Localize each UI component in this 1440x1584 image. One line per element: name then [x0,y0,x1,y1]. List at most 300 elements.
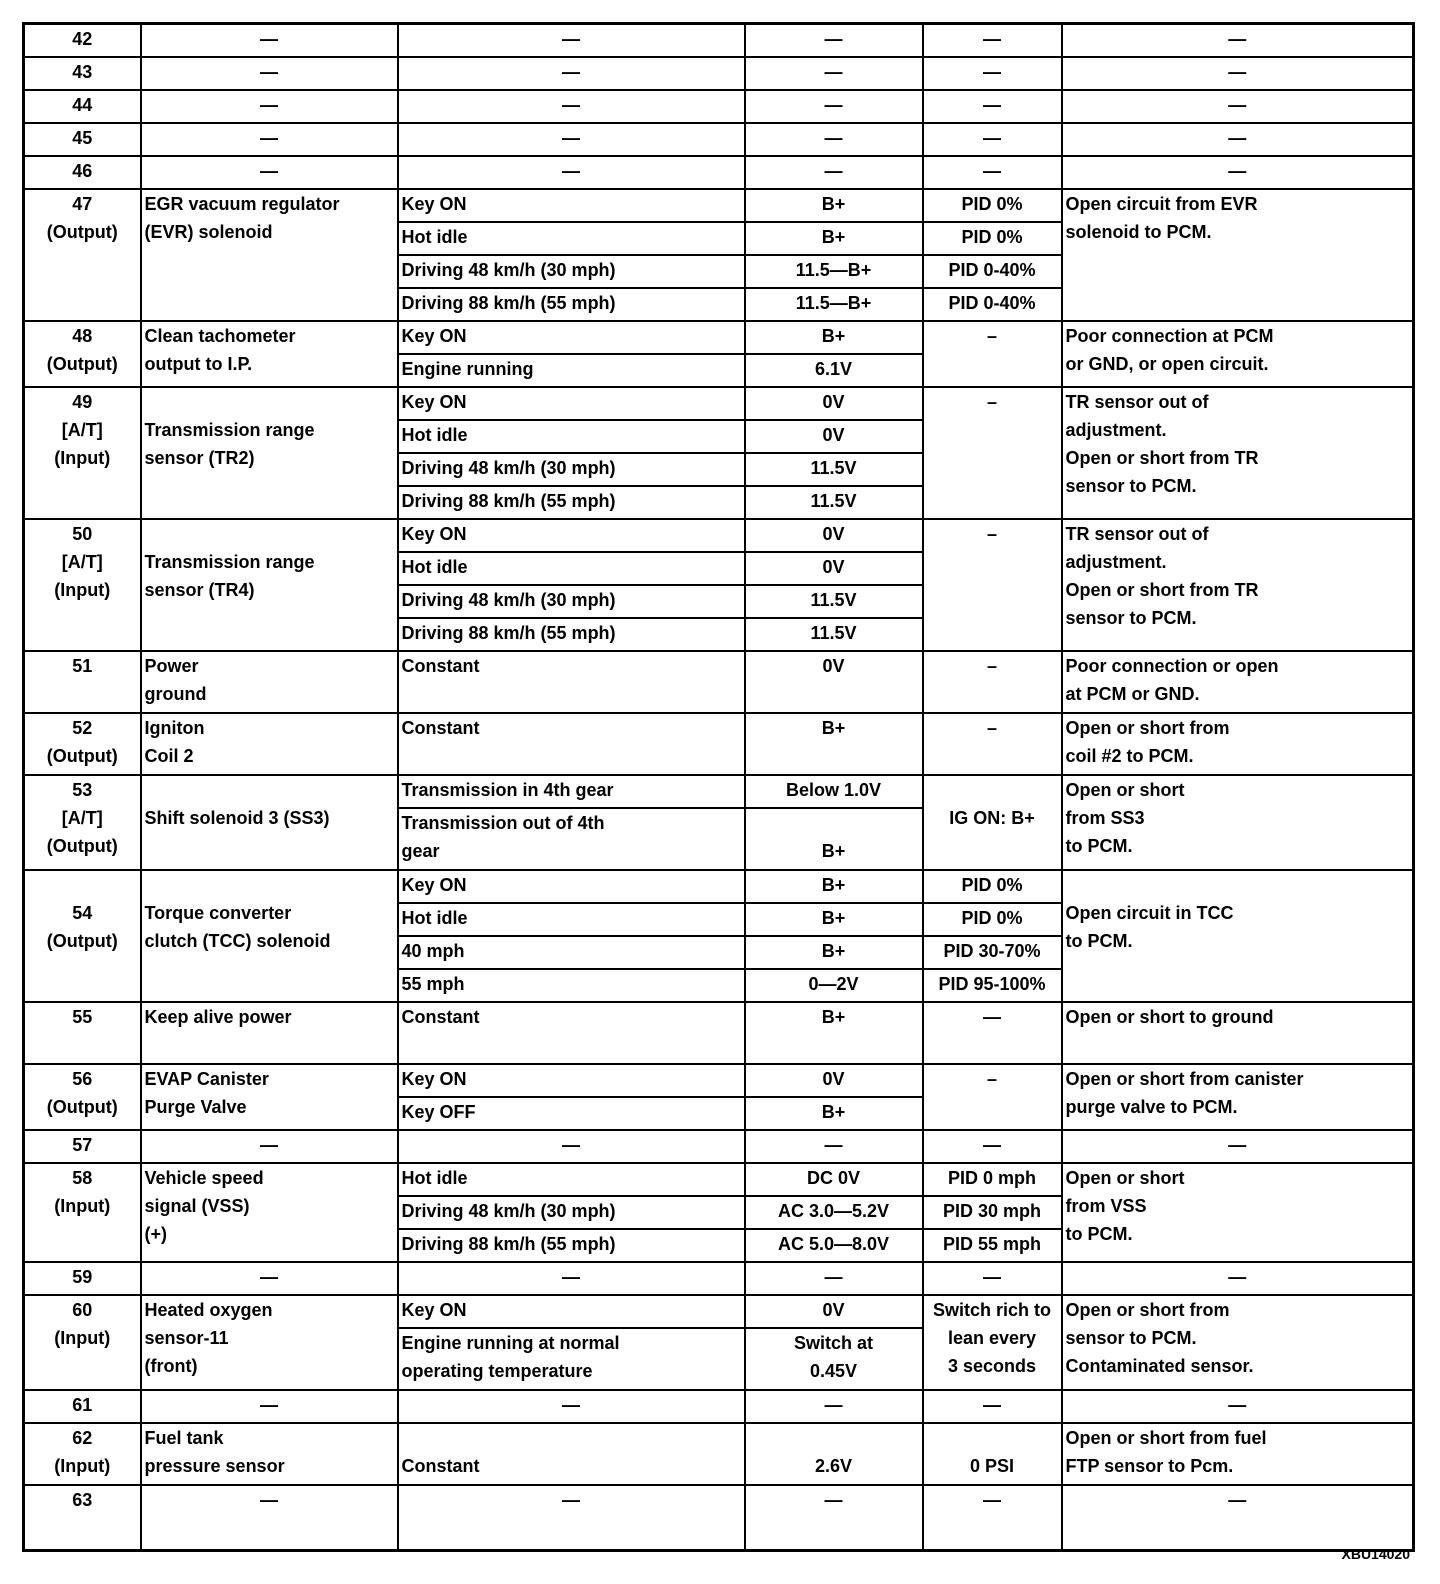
pid-value-line: PID 0 mph [947,1167,1036,1188]
voltage-value-line: 0V [822,556,845,577]
empty-dash: — [398,1390,745,1423]
pin-number-line: 42 [72,29,93,49]
possible-cause-line: TR sensor out of [1065,523,1209,544]
voltage-value-line: Below 1.0V [785,779,882,800]
circuit-description-line: output to I.P. [144,353,253,374]
empty-dash: — [141,90,398,123]
voltage-value-line: B+ [821,717,846,738]
voltage-value-line: 0V [822,523,845,544]
voltage-value-line: 0V [822,1299,845,1320]
pin-number [24,651,141,713]
test-condition [398,1328,745,1390]
pin-number-line: 62 [72,1427,93,1448]
circuit-description-line: Transmission range [144,419,315,440]
voltage-value-line: AC 5.0—8.0V [777,1233,890,1254]
test-condition-line: Driving 88 km/h (55 mph) [401,1233,616,1254]
test-condition [398,870,745,903]
possible-cause-line: adjustment. [1065,551,1167,572]
test-condition-line: Driving 88 km/h (55 mph) [401,490,616,511]
voltage-value [745,969,923,1002]
empty-dash: — [745,123,923,156]
table-row [24,387,1414,420]
possible-cause-line: Open or short to ground [1065,1006,1274,1027]
pin-number [24,775,141,870]
possible-cause-line: from VSS [1065,1195,1147,1216]
voltage-value-line: 0V [822,424,845,445]
pin-number-line: (Output) [46,221,118,242]
pid-value-line: PID 55 mph [942,1233,1042,1254]
possible-cause-line: FTP sensor to Pcm. [1065,1455,1234,1476]
test-condition [398,618,745,651]
voltage-value-line: B+ [821,1006,846,1027]
circuit-description-line: sensor (TR2) [144,447,255,468]
pid-value [923,1295,1062,1390]
voltage-value [745,1328,923,1390]
pid-value-line: – [986,1068,997,1089]
table-row [24,156,1414,189]
empty-dash: — [398,57,745,90]
circuit-description-line: Power [144,655,199,676]
pid-value [923,1064,1062,1130]
pid-value-line: – [986,717,997,738]
test-condition-line: gear [401,840,440,861]
empty-dash: — [1062,156,1414,189]
voltage-value [745,1229,923,1262]
test-condition-line: Key ON [401,1068,467,1089]
pid-value [923,1196,1062,1229]
pin-number-line: 47 [72,193,93,214]
test-condition [398,651,745,713]
circuit-description [141,519,398,651]
pid-value-line: PID 30 mph [942,1200,1042,1221]
possible-cause [1062,775,1414,870]
possible-cause-line: sensor to PCM. [1065,1327,1197,1348]
test-condition-line: Hot idle [401,1167,468,1188]
possible-cause-line: Contaminated sensor. [1065,1355,1254,1376]
possible-cause [1062,1064,1414,1130]
pin-number-line: (Output) [46,930,118,951]
circuit-description-line: (+) [144,1223,167,1244]
empty-dash: — [745,1485,923,1551]
pin-number [24,156,141,189]
table-row [24,1485,1414,1551]
voltage-value [745,453,923,486]
empty-dash: — [398,1262,745,1295]
possible-cause [1062,713,1414,775]
voltage-value-line: 0V [822,391,845,412]
pin-number-line: (Output) [46,1096,118,1117]
circuit-description-line [145,388,394,416]
circuit-description-line: sensor (TR4) [144,579,255,600]
pin-number [24,1262,141,1295]
pid-value [923,321,1062,387]
circuit-description-line: Transmission range [144,551,315,572]
table-row [24,90,1414,123]
test-condition [398,969,745,1002]
empty-dash: — [141,1485,398,1551]
pid-value-line: – [986,391,997,412]
possible-cause-line: or GND, or open circuit. [1065,353,1269,374]
test-condition-line: Driving 48 km/h (30 mph) [401,457,616,478]
empty-dash: — [398,24,745,57]
test-condition-line: Hot idle [401,424,468,445]
circuit-description [141,775,398,870]
empty-dash: — [398,1130,745,1163]
test-condition [398,713,745,775]
test-condition-line: Key ON [401,874,467,895]
voltage-value-line: B+ [821,940,846,961]
circuit-description [141,870,398,1002]
test-condition-line: Constant [401,717,480,738]
circuit-description-line [145,871,394,899]
possible-cause-line: adjustment. [1065,419,1167,440]
pin-number-line: 55 [72,1006,93,1027]
pid-value-line: PID 0-40% [948,259,1036,280]
voltage-value [745,1097,923,1130]
possible-cause [1062,1163,1414,1262]
pid-value [923,651,1062,713]
possible-cause-line: Poor connection or open [1065,655,1279,676]
empty-dash: — [398,156,745,189]
empty-dash: — [1062,1262,1414,1295]
empty-dash: — [141,156,398,189]
pin-number-line: 56 [72,1068,93,1089]
voltage-value [745,1196,923,1229]
table-row [24,651,1414,713]
table-row [24,24,1414,57]
pid-value-line: Switch rich to [932,1299,1051,1320]
pin-number-line: 60 [72,1299,93,1320]
pin-number [24,1002,141,1064]
circuit-description-line: Clean tachometer [144,325,296,346]
voltage-value [745,1423,923,1485]
empty-dash: — [745,1262,923,1295]
possible-cause-line: Open circuit in TCC [1065,902,1234,923]
empty-dash: — [141,123,398,156]
circuit-description [141,387,398,519]
empty-dash: — [398,1485,745,1551]
voltage-value-line: 11.5V [810,622,857,643]
empty-dash: — [141,57,398,90]
test-condition-line: Driving 48 km/h (30 mph) [401,589,616,610]
test-condition [398,1002,745,1064]
pin-number [24,24,141,57]
test-condition-line: Key ON [401,1299,467,1320]
pin-number [24,1130,141,1163]
pcm-pinout-table [22,22,1415,1552]
possible-cause-line: Open or short from TR [1065,447,1259,468]
possible-cause-line: purge valve to PCM. [1065,1096,1238,1117]
test-condition [398,1064,745,1097]
pin-number [24,90,141,123]
circuit-description [141,1163,398,1262]
pin-number [24,387,141,519]
pid-value [923,1229,1062,1262]
voltage-value [745,903,923,936]
circuit-description-line: sensor-11 [144,1327,229,1348]
empty-dash: — [1062,1130,1414,1163]
voltage-value-line: B+ [821,226,846,247]
pin-number-line: 45 [72,127,93,148]
pid-value-line: PID 0% [961,226,1023,247]
test-condition-line: Hot idle [401,226,468,247]
empty-dash: — [923,1485,1062,1551]
table-row [24,1163,1414,1196]
pin-number [24,57,141,90]
test-condition-line: Transmission out of 4th [401,812,605,833]
pin-number-line: 52 [72,717,93,738]
possible-cause [1062,1295,1414,1390]
pid-value-line: — [983,1006,1001,1027]
table-row [24,1423,1414,1485]
possible-cause-line: to PCM. [1065,1223,1133,1244]
table-row [24,57,1414,90]
voltage-value-line: 6.1V [814,358,853,379]
pid-value [923,189,1062,222]
circuit-description-line: pressure sensor [144,1455,285,1476]
pid-value [923,222,1062,255]
pid-value-line: PID 0% [961,907,1023,928]
circuit-description-line [145,520,394,548]
empty-dash: — [1062,123,1414,156]
empty-dash: — [398,123,745,156]
test-condition-line: Driving 48 km/h (30 mph) [401,259,616,280]
possible-cause [1062,651,1414,713]
pin-number [24,1163,141,1262]
pin-number-line: 44 [72,94,93,115]
test-condition-line: Hot idle [401,907,468,928]
possible-cause-line: to PCM. [1065,835,1133,856]
test-condition-line: Key OFF [401,1101,476,1122]
voltage-value [745,936,923,969]
test-condition-line: Transmission in 4th gear [401,779,614,800]
pin-number-line: 61 [72,1394,93,1415]
pid-value-line: 3 seconds [947,1355,1037,1376]
pin-number [24,123,141,156]
voltage-value-line: 0V [822,1068,845,1089]
test-condition-line: Key ON [401,325,467,346]
empty-dash: — [745,156,923,189]
possible-cause-line: Open or short from [1065,1299,1230,1320]
empty-dash: — [1062,90,1414,123]
empty-dash: — [745,1130,923,1163]
pin-number [24,713,141,775]
empty-dash: — [923,1262,1062,1295]
voltage-value [745,387,923,420]
circuit-description-line: Heated oxygen [144,1299,273,1320]
pid-value [923,775,1062,870]
test-condition [398,903,745,936]
test-condition-line: Constant [401,1006,480,1027]
possible-cause-line: solenoid to PCM. [1065,221,1212,242]
table-row [24,1295,1414,1328]
pin-number [24,519,141,651]
test-condition [398,354,745,387]
circuit-description-line: signal (VSS) [144,1195,250,1216]
voltage-value [745,585,923,618]
possible-cause [1062,1423,1414,1485]
circuit-description [141,713,398,775]
circuit-description-line: Torque converter [144,902,292,923]
pin-number-line: 50 [72,523,93,544]
test-condition-line: Driving 88 km/h (55 mph) [401,622,616,643]
voltage-value-line: B+ [821,193,846,214]
empty-dash: — [1062,1485,1414,1551]
circuit-description [141,321,398,387]
empty-dash: — [923,24,1062,57]
empty-dash: — [1062,24,1414,57]
possible-cause [1062,519,1414,651]
circuit-description-line: clutch (TCC) solenoid [144,930,331,951]
empty-dash: — [141,24,398,57]
test-condition-line: Driving 88 km/h (55 mph) [401,292,616,313]
possible-cause-line: to PCM. [1065,930,1133,951]
voltage-value-line: 0V [822,655,845,676]
pid-value-line: PID 0% [961,193,1023,214]
voltage-value [745,255,923,288]
pin-number-line: 43 [72,61,93,82]
test-condition-line: 40 mph [401,940,465,961]
pin-number [24,870,141,1002]
pid-value-line: PID 0% [961,874,1023,895]
voltage-value [745,222,923,255]
test-condition [398,552,745,585]
pin-number-line: (Output) [46,835,118,856]
pid-value [923,713,1062,775]
pin-number-line: 54 [72,902,93,923]
empty-dash: — [141,1390,398,1423]
voltage-value-line: 11.5—B+ [795,259,872,280]
test-condition-line: Constant [401,655,480,676]
table-row [24,870,1414,903]
pin-number-line: [A/T] [61,551,103,572]
circuit-description-line: EGR vacuum regulator [144,193,340,214]
voltage-value-line: B+ [821,874,846,895]
possible-cause-line: coil #2 to PCM. [1065,745,1194,766]
test-condition-line: Key ON [401,193,467,214]
test-condition [398,387,745,420]
voltage-value [745,354,923,387]
voltage-value-line: 0—2V [808,973,859,994]
table-row [24,1002,1414,1064]
empty-dash: — [141,1130,398,1163]
pin-number-line: 48 [72,325,93,346]
pin-number-line: (Input) [54,1195,111,1216]
voltage-value-line: 11.5V [810,589,857,610]
voltage-value-line: 11.5—B+ [795,292,872,313]
pid-value [923,969,1062,1002]
test-condition-line: Engine running at normal [401,1332,620,1353]
pid-value-line: – [986,523,997,544]
test-condition [398,1229,745,1262]
possible-cause-line: sensor to PCM. [1065,607,1197,628]
possible-cause-line: TR sensor out of [1065,391,1209,412]
pin-number-line: 46 [72,160,93,181]
voltage-value-line: 11.5V [810,457,857,478]
pid-value [923,1163,1062,1196]
test-condition [398,808,745,870]
voltage-value [745,519,923,552]
possible-cause-line: sensor to PCM. [1065,475,1197,496]
voltage-value-line: AC 3.0—5.2V [777,1200,890,1221]
voltage-value-line: 11.5V [810,490,857,511]
possible-cause-line: Open or short [1065,1167,1185,1188]
pid-value-line: PID 95-100% [938,973,1046,994]
pid-value-line: PID 0-40% [948,292,1036,313]
test-condition-line [402,1424,741,1452]
test-condition [398,222,745,255]
pid-value [923,870,1062,903]
pid-value-line: – [986,655,997,676]
pid-value-line [927,1424,1058,1452]
voltage-value-line: B+ [821,840,846,861]
pid-value-line [927,776,1058,804]
empty-dash: — [1062,57,1414,90]
empty-dash: — [1062,1390,1414,1423]
circuit-description-line: EVAP Canister [144,1068,269,1089]
pin-number-line: 58 [72,1167,93,1188]
circuit-description [141,189,398,321]
circuit-description [141,651,398,713]
test-condition [398,519,745,552]
empty-dash: — [398,90,745,123]
empty-dash: — [745,57,923,90]
circuit-description-line: (EVR) solenoid [144,221,273,242]
circuit-description-line: Shift solenoid 3 (SS3) [144,807,330,828]
voltage-value [745,552,923,585]
pin-number-line: (Input) [54,447,111,468]
pin-number-line: (Input) [54,579,111,600]
pid-value-line: IG ON: B+ [949,807,1035,828]
circuit-description [141,1064,398,1130]
voltage-value [745,808,923,870]
pid-value [923,255,1062,288]
possible-cause [1062,321,1414,387]
voltage-value-line: B+ [821,1101,846,1122]
test-condition [398,255,745,288]
test-condition [398,1196,745,1229]
test-condition [398,936,745,969]
empty-dash: — [923,57,1062,90]
test-condition [398,453,745,486]
voltage-value [745,775,923,808]
possible-cause-line: Poor connection at PCM [1065,325,1274,346]
circuit-description [141,1423,398,1485]
empty-dash: — [745,1390,923,1423]
possible-cause-line: Open or short [1065,779,1185,800]
pid-value-line: 0 PSI [969,1455,1015,1476]
voltage-value [745,288,923,321]
empty-dash: — [923,156,1062,189]
voltage-value [745,1163,923,1196]
table-row [24,321,1414,354]
test-condition [398,189,745,222]
test-condition-line: Key ON [401,523,467,544]
pid-value [923,387,1062,519]
pid-value [923,936,1062,969]
test-condition [398,1423,745,1485]
pin-number-line: (Input) [54,1455,111,1476]
voltage-value-line: Switch at [793,1332,873,1353]
test-condition-line: Key ON [401,391,467,412]
circuit-description-line: ground [144,683,207,704]
circuit-description [141,1295,398,1390]
pid-value-line: lean every [947,1327,1037,1348]
voltage-value-line: 2.6V [814,1455,853,1476]
voltage-value [745,1295,923,1328]
pin-number [24,189,141,321]
empty-dash: — [745,90,923,123]
